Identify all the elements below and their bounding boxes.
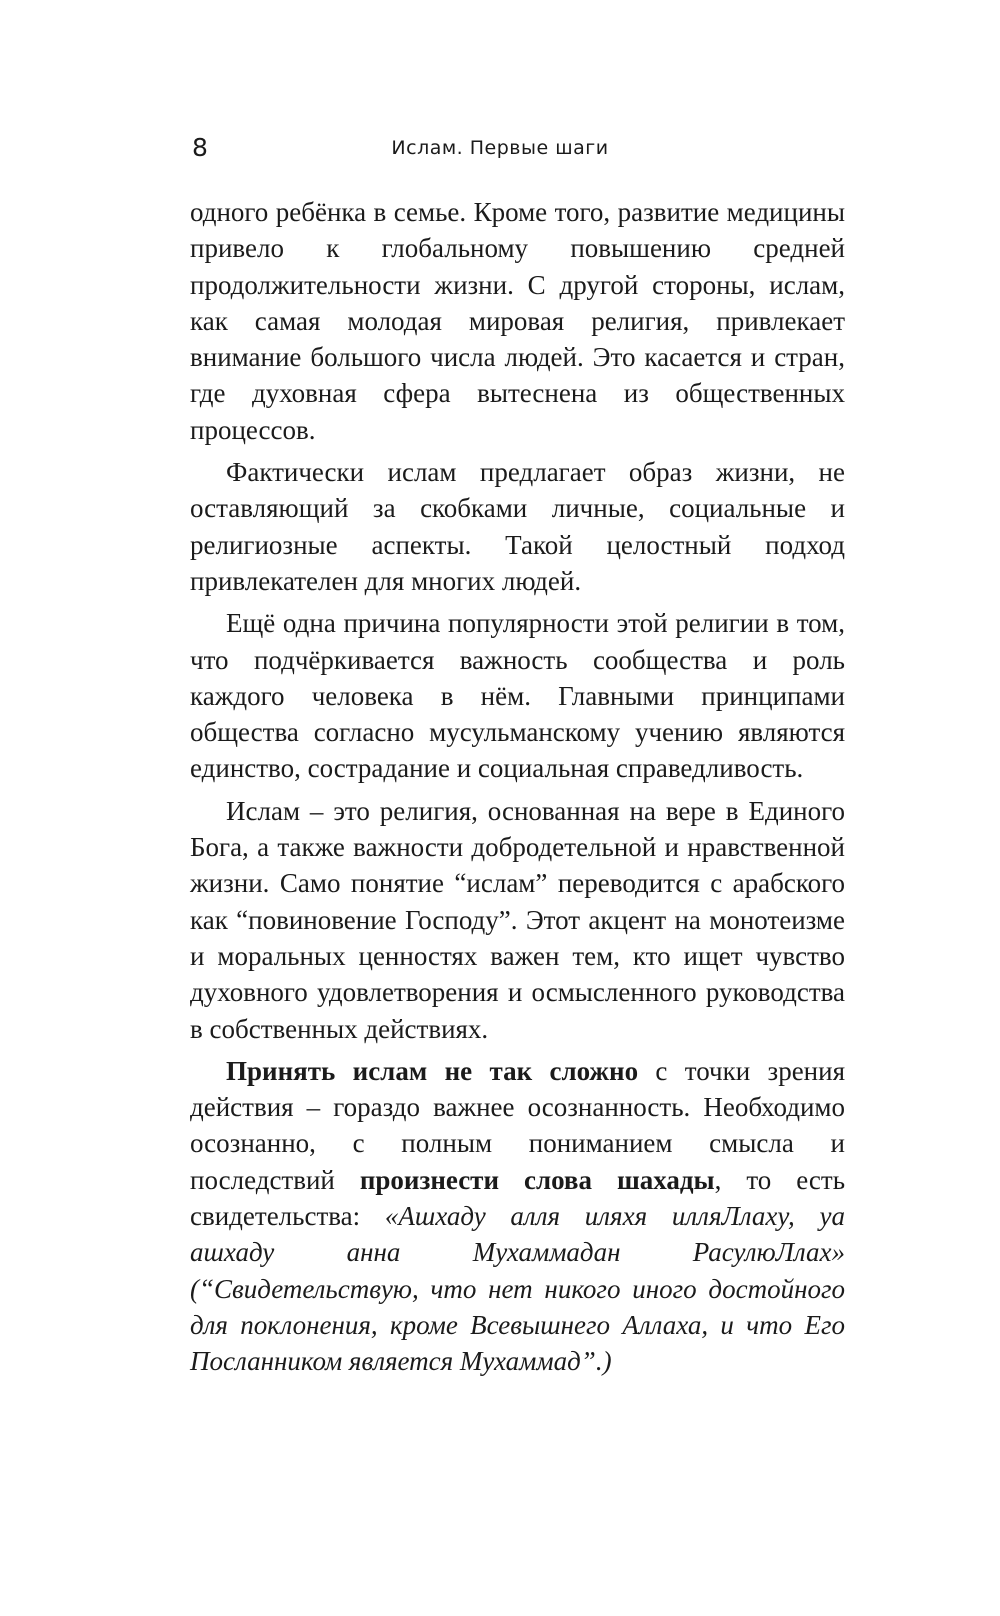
paragraph-4: Ислам – это религия, основанная на вере в Единого Бога, а также важности добродетельной и нравственной жизни. Само понятие “ислам” переводится с арабского как “повиновение Господу”. Этот акцент на монотеизме и моральных ценностях важен тем, кто ищет чувство духовного удовлетворения и осмысленного руководства в собственных действиях. (190, 795, 845, 1044)
shahada-quote: «Ашхаду алля иляхя илляЛлаху, уа ашхаду анна Мухаммадан РасулюЛлах» (“Свидетельствую, что нет никого иного достойного для поклонения, кроме Всевышнего Аллаха, и что Его Посланником является Мухаммад”.) (190, 1201, 845, 1377)
paragraph-5-text-1: с точки зрения действия – гораздо важнее осознанность. Необходимо осознанно, с полным пониманием смысла и последствий (190, 1055, 845, 1195)
page-number: 8 (192, 133, 208, 162)
paragraph-5 (190, 1053, 845, 1380)
paragraph-3: Ещё одна причина популярности этой религии в том, что подчёркивается важность сообщества и роль каждого человека в нём. Главными принципами общества согласно мусульманскому учению являются единство, сострадание и социальная справедливость. (190, 608, 845, 784)
paragraph-1: одного ребёнка в семье. Кроме того, развитие медицины привело к глобальному повышению средней продолжительности жизни. С другой стороны, ислам, как самая молодая мировая религия, привлекает внимание большого числа людей. Это касается и стран, где духовная сфера вытеснена из общественных процессов. (190, 197, 845, 445)
running-title: Ислам. Первые шаги (391, 137, 609, 159)
bold-phrase-accept-islam: Принять ислам не так сложно (226, 1055, 639, 1086)
page-header (0, 128, 1000, 168)
paragraph-5-text-2: , то есть свидетельства: (190, 1164, 846, 1232)
body-text (190, 194, 845, 1386)
bold-phrase-shahada: произнести слова шахады (359, 1164, 715, 1195)
paragraph-2: Фактически ислам предлагает образ жизни, не оставляющий за скобками личные, социальные и религиозные аспекты. Такой целостный подход привлекателен для многих людей. (190, 457, 845, 596)
